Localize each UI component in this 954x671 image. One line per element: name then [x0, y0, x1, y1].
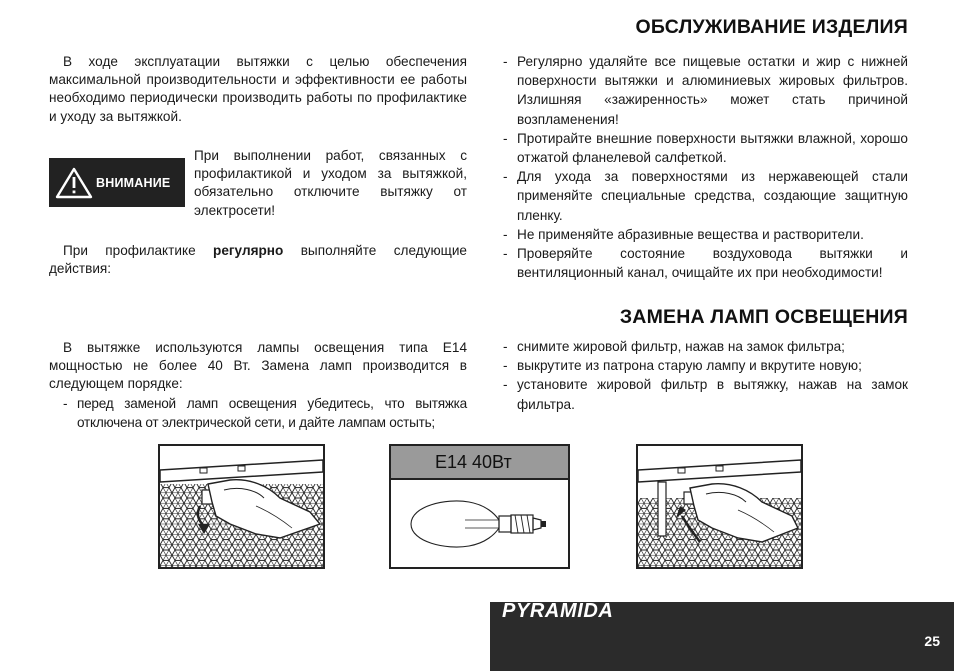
lamps-intro: В вытяжке используются лампы освещения типа E14 мощностью не более 40 Вт. Замена ламп производится в следующем порядке: — [49, 340, 467, 392]
figure-remove-filter — [158, 444, 325, 569]
bulb-label-bar — [391, 446, 568, 480]
figure-install-filter — [636, 444, 803, 569]
figure-bulb — [389, 444, 570, 569]
regular-actions-text — [49, 242, 467, 278]
lamp-step: - установите жировой фильтр в вытяжку, нажав на замок фильтра. — [503, 375, 908, 413]
footer-bar — [490, 602, 954, 671]
regular-bold: регулярно — [213, 243, 284, 258]
warning-text: При выполнении работ, связанных с профилактикой и уходом за вытяжкой, обязательно отключите вытяжку от электросети! — [194, 148, 467, 218]
warning-label: ВНИМАНИЕ — [96, 175, 171, 190]
warning-badge — [49, 158, 185, 207]
regular-post: выполняйте следующие действия: — [49, 243, 467, 277]
e14-bulb-icon — [391, 480, 568, 567]
maintenance-item: - Регулярно удаляйте все пищевые остатки и жир с нижней поверхности вытяжки и алюминиевых жировых фильтров. Излишняя «зажиренность» может стать причиной возпламенения! — [503, 52, 908, 129]
maintenance-title: ОБСЛУЖИВАНИЕ ИЗДЕЛИЯ — [635, 16, 908, 38]
regular-pre: При профилактике — [63, 243, 214, 258]
maintenance-list — [503, 52, 908, 282]
maintenance-item: - Для ухода за поверхностями из нержавеющей стали применяйте специальные средства, создающие защитную пленку. — [503, 167, 908, 225]
page-number: 25 — [924, 633, 940, 649]
maintenance-item: - Проверяйте состояние воздуховода вытяжки и вентиляционный канал, очищайте их при необходимости! — [503, 244, 908, 282]
lamp-step-first: - перед заменой ламп освещения убедитесь, что вытяжка отключена от электрической сети, и дайте лампам остыть; — [63, 394, 467, 432]
lamps-left-list — [63, 394, 467, 432]
maintenance-item: - Протирайте внешние поверхности вытяжки влажной, хорошо отжатой фланелевой салфеткой. — [503, 129, 908, 167]
remove-filter-illustration — [160, 446, 323, 567]
lamp-step: - выкрутите из патрона старую лампу и вкрутите новую; — [503, 356, 908, 375]
lamp-replacement-title: ЗАМЕНА ЛАМП ОСВЕЩЕНИЯ — [619, 306, 908, 328]
lamp-step: - снимите жировой фильтр, нажав на замок фильтра; — [503, 337, 908, 356]
warning-triangle-icon — [54, 166, 94, 200]
maintenance-item: - Не применяйте абразивные вещества и растворители. — [503, 225, 908, 244]
maintenance-intro: В ходе эксплуатации вытяжки с целью обеспечения максимальной производительности и эффективности ее работы необходимо периодически производить работы по профилактике и уходу за вытяжкой. — [49, 54, 467, 124]
bulb-label: E14 40Вт — [435, 451, 512, 472]
brand-logo: PYRAMIDA — [502, 600, 614, 622]
lamp-steps-list — [503, 337, 908, 414]
install-filter-illustration — [638, 446, 801, 567]
